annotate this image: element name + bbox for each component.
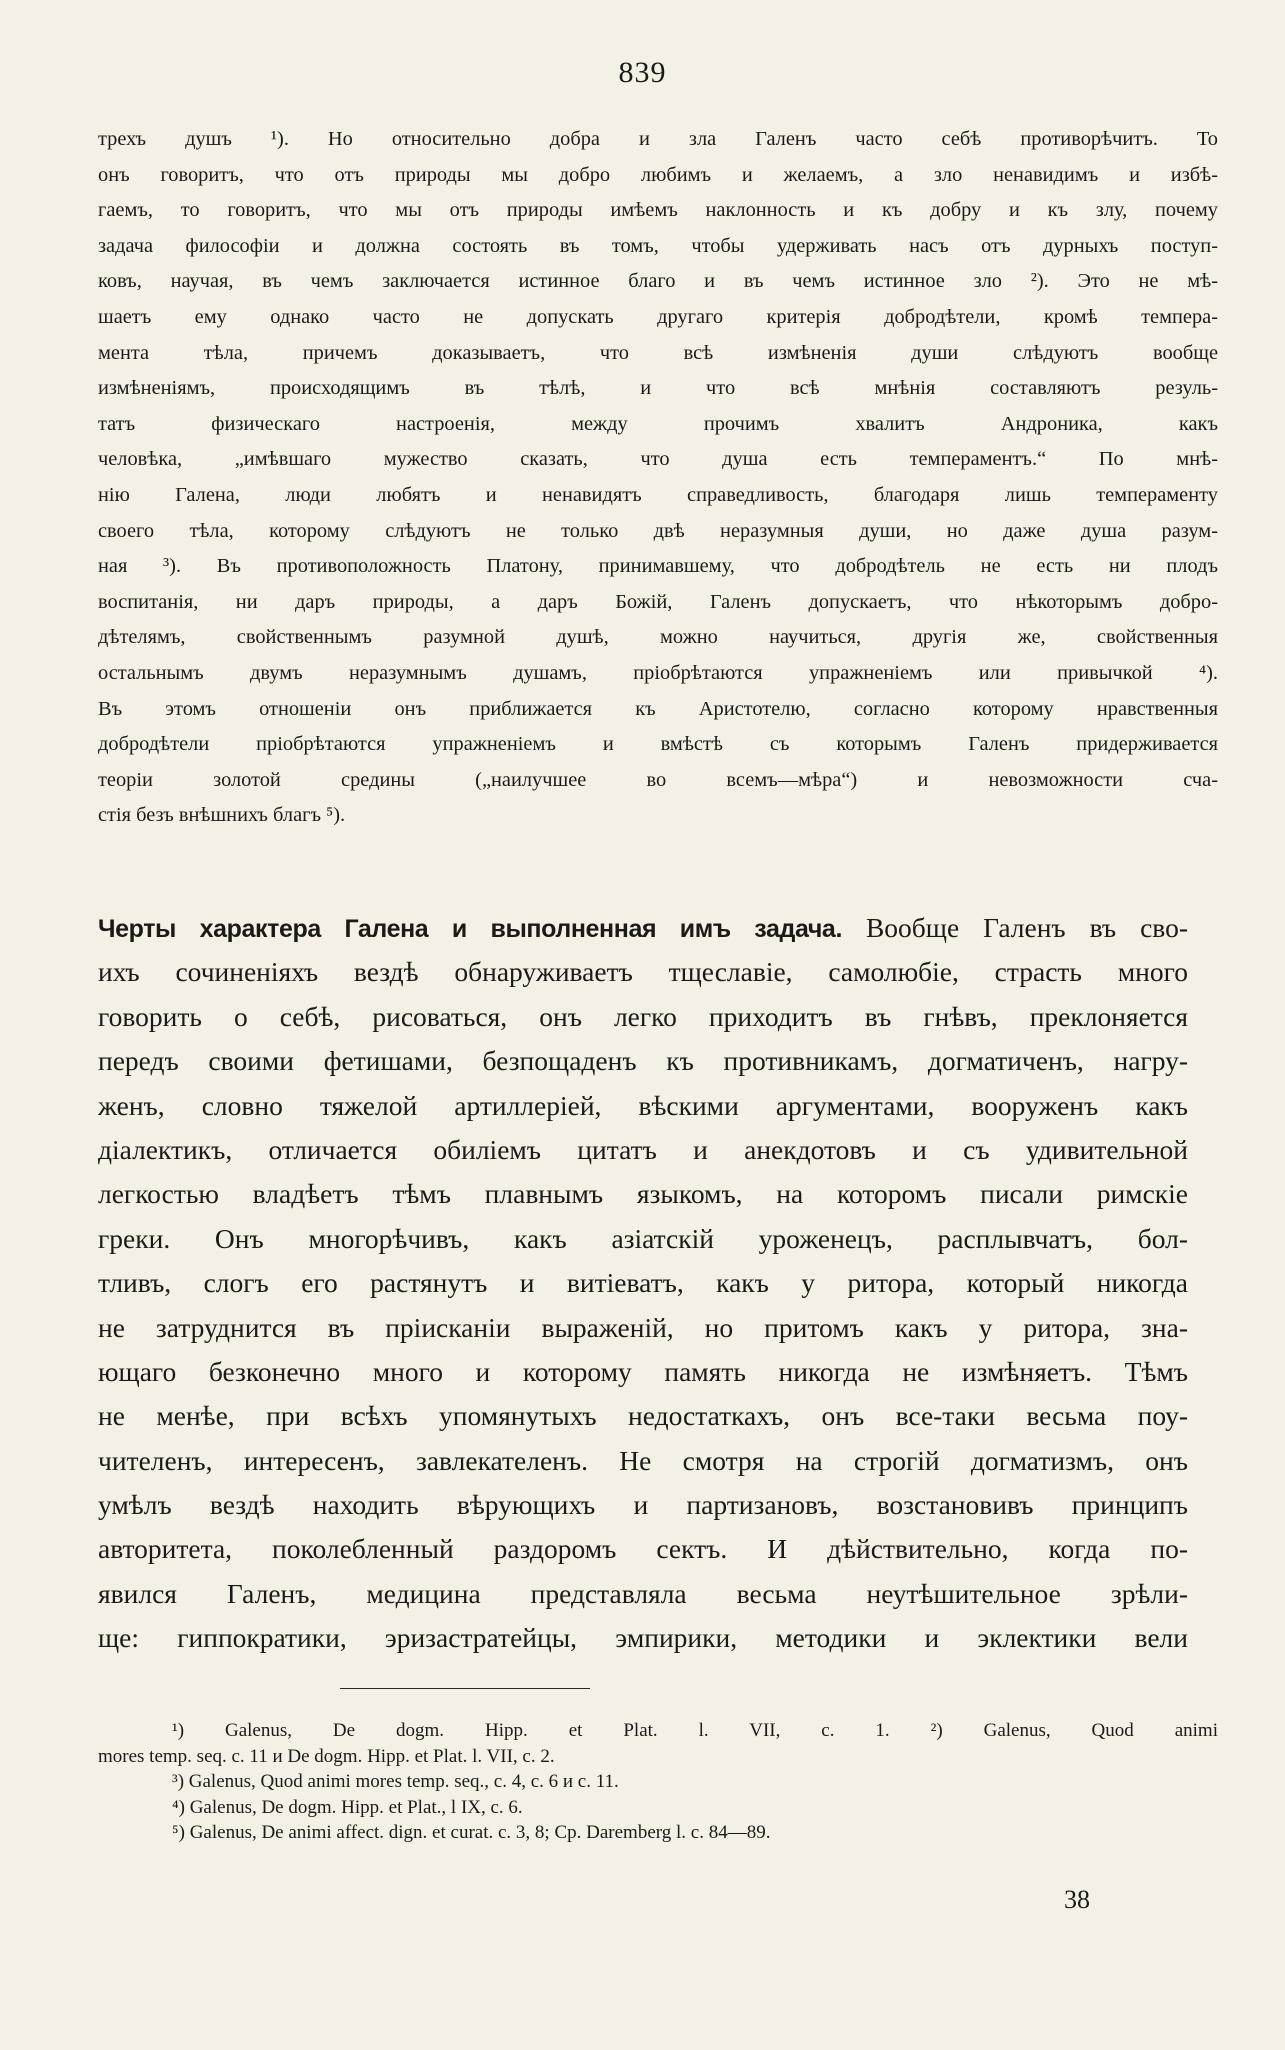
- text-line: Въ этомъ отношеніи онъ приближается къ Аристотелю, согласно которому нравственныя: [98, 697, 1218, 720]
- text-line: онъ говоритъ, что отъ природы мы добро любимъ и желаемъ, а зло ненавидимъ и избѣ-: [98, 163, 1218, 186]
- text-line: ная ³). Въ противоположность Платону, принимавшему, что добродѣтель не есть ни плодъ: [98, 555, 1218, 578]
- footnote-divider: [340, 1688, 590, 1689]
- footnotes: [98, 1718, 1218, 1846]
- paragraph-main: [98, 906, 1188, 1661]
- heading-line-continuation: Вообще Галенъ въ сво-: [865, 912, 1188, 943]
- text-line: задача философіи и должна состоять въ томъ, чтобы удерживать насъ отъ дурныхъ поступ-: [98, 234, 1218, 257]
- footnote-line: mores temp. seq. c. 11 и De dogm. Hipp. et Plat. l. VII, c. 2.: [98, 1745, 555, 1767]
- text-line: стія безъ внѣшнихъ благъ ⁵).: [98, 804, 346, 827]
- text-line: легкостью владѣетъ тѣмъ плавнымъ языкомъ, на которомъ писали римскіе: [98, 1178, 1188, 1210]
- text-line: женъ, словно тяжелой артиллеріей, вѣскими аргументами, вооруженъ какъ: [98, 1089, 1188, 1121]
- sheet-signature: 38: [1064, 1885, 1090, 1914]
- text-line: явился Галенъ, медицина представляла весьма неутѣшительное зрѣли-: [98, 1577, 1188, 1609]
- page-number: 839: [618, 56, 667, 89]
- text-line: гаемъ, то говоритъ, что мы отъ природы имѣемъ наклонность и къ добру и къ злу, почему: [98, 199, 1218, 222]
- section-heading: Черты характера Галена и выполненная имъ задача.: [98, 915, 842, 943]
- text-line: добродѣтели пріобрѣтаются упражненіемъ и вмѣстѣ съ которымъ Галенъ придерживается: [98, 733, 1218, 756]
- footnote-line: ⁴) Galenus, De dogm. Hipp. et Plat., l IX, c. 6.: [172, 1796, 523, 1818]
- text-line: ковъ, научая, въ чемъ заключается истинное благо и въ чемъ истинное зло ²). Это не мѣ-: [98, 270, 1218, 293]
- text-line: умѣлъ вездѣ находить вѣрующихъ и партизановъ, возстановивъ принципъ: [98, 1489, 1188, 1521]
- footnote-line: ⁵) Galenus, De animi affect. dign. et curat. c. 3, 8; Cp. Daremberg l. c. 84—89.: [172, 1822, 771, 1844]
- footnote-line: ³) Galenus, Quod animi mores temp. seq., c. 4, c. 6 и c. 11.: [172, 1771, 619, 1793]
- text-line: чителенъ, интересенъ, завлекателенъ. Не смотря на строгій догматизмъ, онъ: [98, 1444, 1188, 1476]
- text-line: шаетъ ему однако часто не допускать другаго критерія добродѣтели, кромѣ темпера-: [98, 305, 1218, 328]
- text-line: трехъ душъ ¹). Но относительно добра и зла Галенъ часто себѣ противорѣчитъ. То: [98, 128, 1218, 150]
- text-line: не менѣе, при всѣхъ упомянутыхъ недостаткахъ, онъ все-таки весьма поу-: [98, 1400, 1188, 1432]
- footnote-line: ¹) Galenus, De dogm. Hipp. et Plat. l. VII, c. 1. ²) Galenus, Quod animi: [172, 1720, 1218, 1741]
- text-line: мента тѣла, причемъ доказываетъ, что всѣ измѣненія души слѣдуютъ вообще: [98, 341, 1218, 364]
- heading-line: [98, 906, 1188, 950]
- text-line: ще: гиппократики, эризастратейцы, эмпирики, методики и эклектики вели: [98, 1622, 1188, 1654]
- text-line: воспитанія, ни даръ природы, а даръ Божій, Галенъ допускаетъ, что нѣкоторымъ добро-: [98, 590, 1218, 613]
- text-line: авторитета, поколебленный раздоромъ сектъ. И дѣйствительно, когда по-: [98, 1533, 1188, 1565]
- text-line: своего тѣла, которому слѣдуютъ не только двѣ неразумныя души, но даже душа разум-: [98, 519, 1218, 542]
- text-line: передъ своими фетишами, безпощаденъ къ противникамъ, догматиченъ, нагру-: [98, 1045, 1188, 1077]
- text-line: говорить о себѣ, рисоваться, онъ легко приходитъ въ гнѣвъ, преклоняется: [98, 1000, 1188, 1032]
- text-line: не затруднится въ пріисканіи выраженій, но притомъ какъ у ритора, зна-: [98, 1311, 1188, 1343]
- text-line: измѣненіямъ, происходящимъ въ тѣлѣ, и что всѣ мнѣнія составляютъ резуль-: [98, 377, 1218, 400]
- text-line: остальнымъ двумъ неразумнымъ душамъ, пріобрѣтаются упражненіемъ или привычкой ⁴).: [98, 661, 1218, 684]
- text-line: человѣка, „имѣвшаго мужество сказать, что душа есть темпераментъ.“ По мнѣ-: [98, 448, 1218, 471]
- text-line: ющаго безконечно много и которому память никогда не измѣняетъ. Тѣмъ: [98, 1355, 1188, 1387]
- text-line: татъ физическаго настроенія, между прочимъ хвалитъ Андроника, какъ: [98, 412, 1218, 435]
- text-line: нію Галена, люди любятъ и ненавидятъ справедливость, благодаря лишь темпераменту: [98, 483, 1218, 506]
- paragraph-small-print: [98, 122, 1218, 834]
- text-line: теоріи золотой средины („наилучшее во всемъ—мѣра“) и невозможности сча-: [98, 768, 1218, 791]
- text-line: дѣтелямъ, свойственнымъ разумной душѣ, можно научиться, другія же, свойственныя: [98, 626, 1218, 649]
- text-line: ихъ сочиненіяхъ вездѣ обнаруживаетъ тщеславіе, самолюбіе, страсть много: [98, 956, 1188, 988]
- text-line: діалектикъ, отличается обиліемъ цитатъ и анекдотовъ и съ удивительной: [98, 1133, 1188, 1165]
- text-line: тливъ, слогъ его растянутъ и витіеватъ, какъ у ритора, который никогда: [98, 1267, 1188, 1299]
- text-line: греки. Онъ многорѣчивъ, какъ азіатскій уроженецъ, расплывчатъ, бол-: [98, 1222, 1188, 1254]
